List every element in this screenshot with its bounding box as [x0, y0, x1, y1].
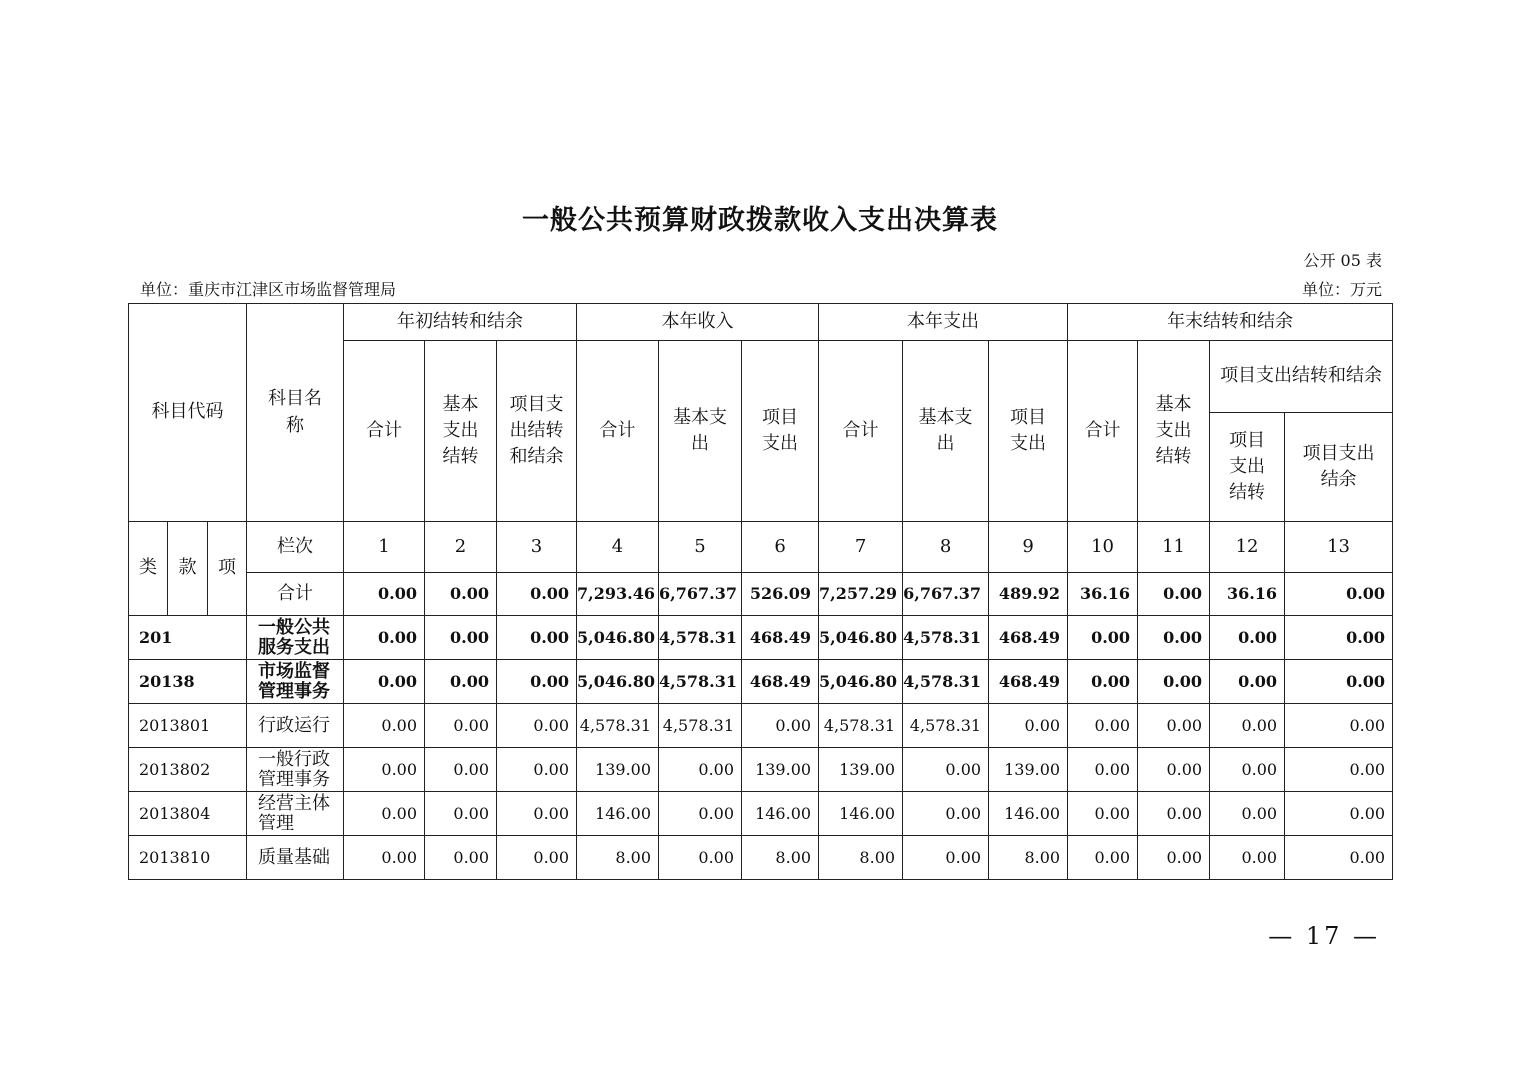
value-cell: 0.00 — [497, 792, 577, 836]
value-cell: 139.00 — [819, 748, 903, 792]
value-cell: 0.00 — [1068, 792, 1138, 836]
value-cell: 0.00 — [344, 660, 425, 704]
subject-name: 一般公共服务支出 — [247, 616, 344, 660]
value-cell: 0.00 — [1210, 704, 1285, 748]
table-row — [129, 748, 1393, 792]
total-cell: 526.09 — [742, 573, 819, 616]
value-cell: 5,046.80 — [819, 616, 903, 660]
subject-name: 质量基础 — [247, 836, 344, 880]
value-cell: 0.00 — [659, 836, 742, 880]
subject-code: 20138 — [129, 660, 247, 704]
value-cell: 8.00 — [989, 836, 1068, 880]
header-basic-carry: 基本支出结转 — [425, 341, 497, 522]
table-row — [129, 704, 1393, 748]
header-code: 科目代码 — [129, 304, 247, 522]
total-row-label: 合计 — [247, 573, 344, 616]
unit-organization: 单位：重庆市江津区市场监督管理局 — [140, 280, 397, 299]
header-total: 合计 — [1068, 341, 1138, 522]
header-name: 科目名称 — [247, 304, 344, 522]
value-cell: 0.00 — [1210, 660, 1285, 704]
header-basic-expense: 基本支出 — [903, 341, 989, 522]
value-cell: 4,578.31 — [819, 704, 903, 748]
value-cell: 0.00 — [1068, 704, 1138, 748]
subject-code: 201 — [129, 616, 247, 660]
header-lei: 类 — [129, 522, 168, 616]
total-cell: 36.16 — [1068, 573, 1138, 616]
column-number: 10 — [1068, 522, 1138, 573]
header-total: 合计 — [577, 341, 659, 522]
header-group-income: 本年收入 — [577, 304, 819, 341]
value-cell: 0.00 — [1285, 704, 1393, 748]
value-cell: 0.00 — [425, 616, 497, 660]
header-total: 合计 — [344, 341, 425, 522]
column-number: 7 — [819, 522, 903, 573]
header-project-balance: 项目支出结余 — [1285, 413, 1393, 522]
value-cell: 4,578.31 — [903, 660, 989, 704]
header-basic-expense: 基本支出 — [659, 341, 742, 522]
total-cell: 0.00 — [1138, 573, 1210, 616]
total-cell: 489.92 — [989, 573, 1068, 616]
column-number: 11 — [1138, 522, 1210, 573]
value-cell: 0.00 — [425, 792, 497, 836]
value-cell: 0.00 — [497, 836, 577, 880]
column-number: 8 — [903, 522, 989, 573]
value-cell: 139.00 — [577, 748, 659, 792]
value-cell: 146.00 — [577, 792, 659, 836]
header-xiang: 项 — [208, 522, 247, 616]
value-cell: 0.00 — [903, 792, 989, 836]
value-cell: 4,578.31 — [659, 660, 742, 704]
unit-currency: 单位：万元 — [1301, 280, 1382, 299]
value-cell: 468.49 — [989, 660, 1068, 704]
value-cell: 0.00 — [1138, 660, 1210, 704]
table-row — [129, 836, 1393, 880]
value-cell: 0.00 — [903, 748, 989, 792]
budget-table — [128, 303, 1393, 880]
table-row — [129, 660, 1393, 704]
value-cell: 146.00 — [742, 792, 819, 836]
column-number: 5 — [659, 522, 742, 573]
table-row — [129, 792, 1393, 836]
header-group-opening: 年初结转和结余 — [344, 304, 577, 341]
value-cell: 0.00 — [497, 748, 577, 792]
value-cell: 0.00 — [1138, 704, 1210, 748]
value-cell: 0.00 — [425, 748, 497, 792]
value-cell: 0.00 — [1210, 748, 1285, 792]
value-cell: 0.00 — [344, 836, 425, 880]
column-number: 9 — [989, 522, 1068, 573]
value-cell: 146.00 — [819, 792, 903, 836]
header-kuan: 款 — [168, 522, 208, 616]
header-lanci: 栏次 — [247, 522, 344, 573]
header-project-carry-balance-group: 项目支出结转和结余 — [1210, 341, 1393, 413]
value-cell: 139.00 — [989, 748, 1068, 792]
column-number: 1 — [344, 522, 425, 573]
value-cell: 0.00 — [1138, 792, 1210, 836]
subject-code: 2013810 — [129, 836, 247, 880]
value-cell: 0.00 — [659, 792, 742, 836]
header-project-expense: 项目支出 — [742, 341, 819, 522]
value-cell: 4,578.31 — [903, 616, 989, 660]
column-number: 12 — [1210, 522, 1285, 573]
value-cell: 0.00 — [1138, 836, 1210, 880]
value-cell: 0.00 — [425, 836, 497, 880]
value-cell: 0.00 — [1210, 616, 1285, 660]
value-cell: 0.00 — [425, 704, 497, 748]
header-total: 合计 — [819, 341, 903, 522]
subject-code: 2013801 — [129, 704, 247, 748]
value-cell: 0.00 — [1285, 616, 1393, 660]
total-cell: 0.00 — [1285, 573, 1393, 616]
value-cell: 0.00 — [497, 616, 577, 660]
value-cell: 0.00 — [1210, 792, 1285, 836]
value-cell: 0.00 — [1138, 616, 1210, 660]
subject-name: 经营主体管理 — [247, 792, 344, 836]
total-cell: 7,293.46 — [577, 573, 659, 616]
value-cell: 0.00 — [1285, 660, 1393, 704]
column-number: 2 — [425, 522, 497, 573]
value-cell: 0.00 — [1068, 748, 1138, 792]
value-cell: 0.00 — [903, 836, 989, 880]
value-cell: 0.00 — [497, 704, 577, 748]
total-cell: 0.00 — [497, 573, 577, 616]
value-cell: 0.00 — [425, 660, 497, 704]
value-cell: 4,578.31 — [577, 704, 659, 748]
subject-name: 市场监督管理事务 — [247, 660, 344, 704]
value-cell: 0.00 — [1138, 748, 1210, 792]
value-cell: 8.00 — [819, 836, 903, 880]
page-number: — 17 — — [1268, 922, 1380, 950]
header-basic-carry: 基本支出结转 — [1138, 341, 1210, 522]
value-cell: 0.00 — [1210, 836, 1285, 880]
total-cell: 6,767.37 — [659, 573, 742, 616]
total-cell: 6,767.37 — [903, 573, 989, 616]
header-project-carry-balance: 项目支出结转和结余 — [497, 341, 577, 522]
subject-code: 2013804 — [129, 792, 247, 836]
value-cell: 8.00 — [742, 836, 819, 880]
total-cell: 36.16 — [1210, 573, 1285, 616]
value-cell: 0.00 — [989, 704, 1068, 748]
value-cell: 0.00 — [1285, 836, 1393, 880]
header-project-expense: 项目支出 — [989, 341, 1068, 522]
value-cell: 0.00 — [742, 704, 819, 748]
subject-name: 一般行政管理事务 — [247, 748, 344, 792]
page-title: 一般公共预算财政拨款收入支出决算表 — [522, 205, 998, 236]
value-cell: 4,578.31 — [903, 704, 989, 748]
form-number: 公开 05 表 — [1303, 251, 1382, 270]
value-cell: 0.00 — [344, 748, 425, 792]
value-cell: 8.00 — [577, 836, 659, 880]
value-cell: 4,578.31 — [659, 616, 742, 660]
value-cell: 5,046.80 — [577, 660, 659, 704]
subject-code: 2013802 — [129, 748, 247, 792]
value-cell: 0.00 — [344, 616, 425, 660]
value-cell: 468.49 — [742, 616, 819, 660]
value-cell: 0.00 — [344, 792, 425, 836]
value-cell: 4,578.31 — [659, 704, 742, 748]
value-cell: 5,046.80 — [577, 616, 659, 660]
header-group-closing: 年末结转和结余 — [1068, 304, 1393, 341]
value-cell: 0.00 — [1285, 748, 1393, 792]
total-cell: 0.00 — [344, 573, 425, 616]
column-number: 4 — [577, 522, 659, 573]
total-cell: 7,257.29 — [819, 573, 903, 616]
total-cell: 0.00 — [425, 573, 497, 616]
column-number: 13 — [1285, 522, 1393, 573]
value-cell: 468.49 — [989, 616, 1068, 660]
value-cell: 0.00 — [1285, 792, 1393, 836]
value-cell: 0.00 — [344, 704, 425, 748]
value-cell: 0.00 — [659, 748, 742, 792]
header-group-expense: 本年支出 — [819, 304, 1068, 341]
table-row — [129, 616, 1393, 660]
value-cell: 5,046.80 — [819, 660, 903, 704]
subject-name: 行政运行 — [247, 704, 344, 748]
value-cell: 139.00 — [742, 748, 819, 792]
value-cell: 0.00 — [1068, 616, 1138, 660]
header-project-carry: 项目支出结转 — [1210, 413, 1285, 522]
column-number: 3 — [497, 522, 577, 573]
value-cell: 0.00 — [497, 660, 577, 704]
value-cell: 146.00 — [989, 792, 1068, 836]
column-number: 6 — [742, 522, 819, 573]
value-cell: 0.00 — [1068, 836, 1138, 880]
value-cell: 0.00 — [1068, 660, 1138, 704]
value-cell: 468.49 — [742, 660, 819, 704]
